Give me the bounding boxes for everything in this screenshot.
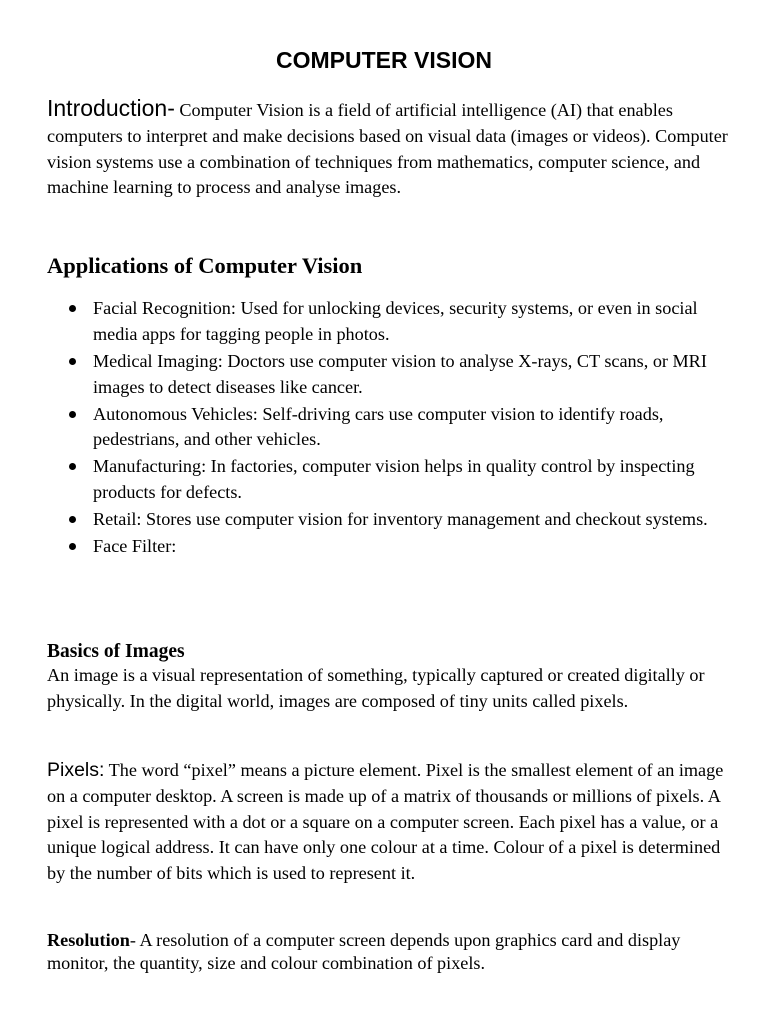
list-item-text: Manufacturing: In factories, computer vision helps in quality control by inspecting products for defects. bbox=[93, 456, 695, 503]
list-item bbox=[47, 534, 737, 560]
list-item-text: Retail: Stores use computer vision for inventory management and checkout systems. bbox=[93, 509, 708, 530]
intro-text: Computer Vision is a field of artificial intelligence (AI) that enables computers to interpret and make decisions based on visual data (images or videos). Computer vision systems use a combination of techniques from mathematics, computer science, and machine learning to process and analyse images. bbox=[47, 100, 728, 198]
resolution-text: - A resolution of a computer screen depends upon graphics card and display monitor, the quantity, size and colour combination of pixels. bbox=[47, 930, 681, 973]
bullet-icon bbox=[69, 516, 76, 523]
bullet-icon bbox=[69, 358, 76, 365]
bullet-icon bbox=[69, 411, 76, 418]
list-item-text: Autonomous Vehicles: Self-driving cars use computer vision to identify roads, pedestrians, and other vehicles. bbox=[93, 403, 664, 450]
list-item bbox=[47, 402, 737, 454]
list-item bbox=[47, 454, 737, 506]
bullet-icon bbox=[69, 305, 76, 312]
list-item-text: Medical Imaging: Doctors use computer vision to analyse X-rays, CT scans, or MRI images to detect diseases like cancer. bbox=[93, 350, 707, 397]
bullet-icon bbox=[69, 543, 76, 550]
intro-label: Introduction- bbox=[47, 95, 175, 121]
list-item-text: Facial Recognition: Used for unlocking devices, security systems, or even in social media apps for tagging people in photos. bbox=[93, 298, 698, 344]
basics-heading: Basics of Images bbox=[47, 641, 185, 662]
pixels-text: The word “pixel” means a picture element. Pixel is the smallest element of an image on a computer desktop. A screen is made up of a matrix of thousands or millions of pixels. A pixel is represented with a dot or a square on a computer screen. Each pixel has a value, or a unique logical address. It can have only one colour at a time. Colour of a pixel is determined by the number of bits which is used to represent it. bbox=[47, 760, 724, 884]
bullet-icon bbox=[69, 463, 76, 470]
list-item-text: Face Filter: bbox=[93, 536, 177, 557]
pixels-label: Pixels: bbox=[47, 759, 105, 781]
resolution-paragraph bbox=[47, 929, 737, 974]
pixels-paragraph bbox=[47, 758, 737, 887]
applications-list bbox=[47, 296, 737, 561]
list-item bbox=[47, 349, 737, 401]
resolution-label: Resolution bbox=[47, 930, 130, 950]
intro-paragraph bbox=[47, 96, 737, 201]
applications-heading: Applications of Computer Vision bbox=[47, 253, 363, 278]
document-title: COMPUTER VISION bbox=[276, 47, 492, 73]
list-item bbox=[47, 507, 737, 533]
basics-paragraph: An image is a visual representation of something, typically captured or created digitally or physically. In the digital world, images are composed of tiny units called pixels. bbox=[47, 665, 705, 711]
list-item bbox=[47, 296, 737, 348]
